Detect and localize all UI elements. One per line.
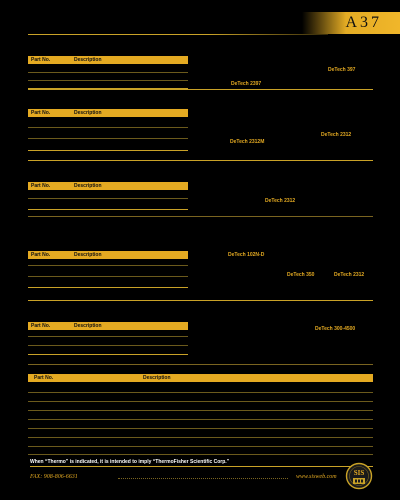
model-label: DeTech 2312 bbox=[265, 198, 296, 204]
fax-number: FAX: 908-806-6631 bbox=[30, 474, 78, 480]
table-header-bar bbox=[28, 56, 188, 64]
footer-dotted-rule bbox=[118, 478, 288, 480]
description-header: Description bbox=[74, 57, 102, 63]
table-row bbox=[28, 410, 373, 411]
table-row bbox=[28, 209, 188, 210]
table-row bbox=[28, 336, 188, 337]
sis-logo bbox=[345, 462, 373, 490]
part-no-header: Part No. bbox=[31, 252, 51, 258]
table-header-bar bbox=[28, 322, 188, 330]
table-row bbox=[28, 276, 188, 277]
model-label: DeTech 350 bbox=[287, 272, 315, 278]
bottom-table-header-bar bbox=[28, 374, 373, 382]
section-rule bbox=[28, 364, 373, 365]
model-label: DeTech 2397 bbox=[231, 81, 262, 87]
website-link[interactable]: www.sisweb.com bbox=[296, 474, 337, 480]
table-row bbox=[28, 437, 373, 438]
table-row bbox=[28, 80, 188, 81]
table-header-bar bbox=[28, 109, 188, 117]
description-header: Description bbox=[143, 375, 171, 381]
footer-rule bbox=[30, 466, 373, 467]
table-row bbox=[28, 419, 373, 420]
part-no-header: Part No. bbox=[31, 110, 51, 116]
table-row bbox=[28, 401, 373, 402]
model-label: DeTech 2312 bbox=[321, 132, 352, 138]
model-label: DeTech 2312M bbox=[230, 139, 265, 145]
section-rule bbox=[28, 216, 373, 217]
header-rule bbox=[28, 34, 328, 35]
table-header-bar bbox=[28, 251, 188, 259]
model-label: DeTech 102N-D bbox=[228, 252, 265, 258]
part-no-header: Part No. bbox=[31, 183, 51, 189]
table-row bbox=[28, 354, 188, 355]
table-row bbox=[28, 265, 188, 266]
table-header-bar bbox=[28, 182, 188, 190]
section-rule bbox=[28, 89, 373, 90]
table-row bbox=[28, 392, 373, 393]
table-row bbox=[28, 138, 188, 139]
description-header: Description bbox=[74, 252, 102, 258]
part-no-header: Part No. bbox=[31, 323, 51, 329]
table-row bbox=[28, 72, 188, 73]
description-header: Description bbox=[74, 183, 102, 189]
page-number: A37 bbox=[345, 14, 382, 31]
description-header: Description bbox=[74, 110, 102, 116]
part-no-header: Part No. bbox=[31, 57, 51, 63]
section-rule bbox=[28, 160, 373, 161]
model-label: DeTech 397 bbox=[328, 67, 356, 73]
table-row bbox=[28, 454, 373, 455]
logo-text: SIS bbox=[353, 469, 365, 477]
thermo-note: When “Thermo” is indicated, it is intended to imply “ThermoFisher Scientific Corp.” bbox=[30, 459, 230, 465]
table-row bbox=[28, 428, 373, 429]
table-row bbox=[28, 345, 188, 346]
part-no-header: Part No. bbox=[34, 375, 54, 381]
description-header: Description bbox=[74, 323, 102, 329]
table-row bbox=[28, 287, 188, 288]
page-number-tab bbox=[302, 12, 400, 34]
model-label: DeTech 300-4500 bbox=[315, 326, 356, 332]
model-label: DeTech 2312 bbox=[334, 272, 365, 278]
table-row bbox=[28, 198, 188, 199]
section-rule bbox=[28, 300, 373, 301]
table-row bbox=[28, 127, 188, 128]
table-row bbox=[28, 150, 188, 151]
table-row bbox=[28, 446, 373, 447]
